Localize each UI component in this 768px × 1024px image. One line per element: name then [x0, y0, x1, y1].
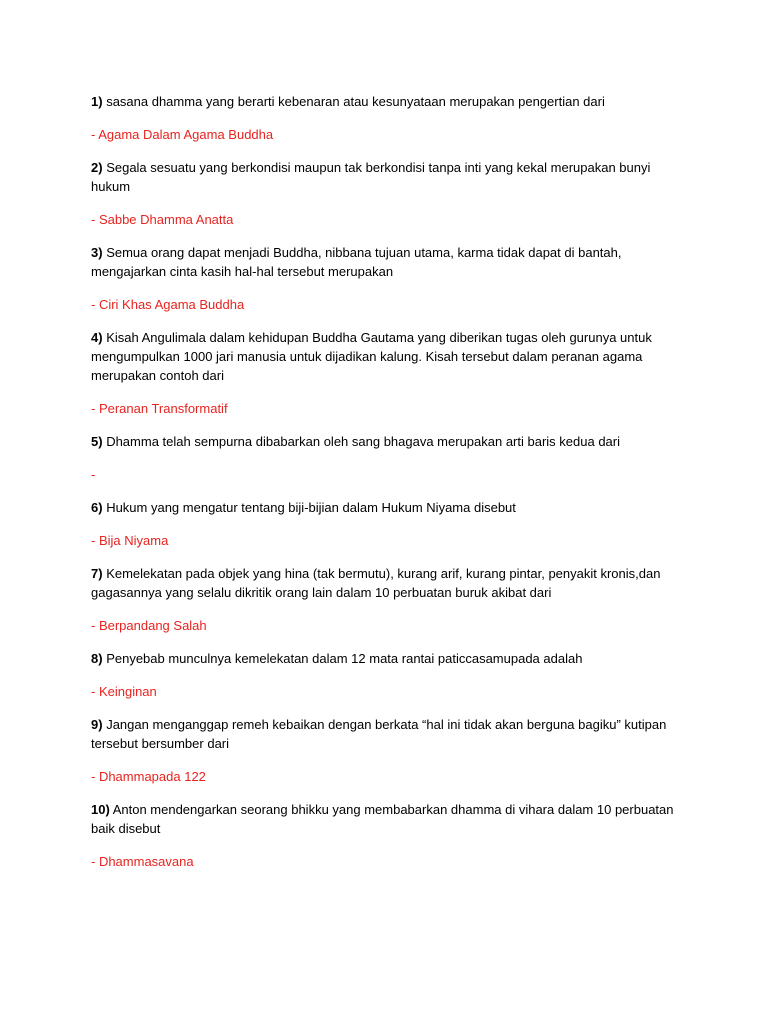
qa-item-2: [91, 158, 688, 229]
question-3: [91, 243, 688, 281]
question-1: [91, 92, 688, 111]
question-text: Anton mendengarkan seorang bhikku yang membabarkan dhamma di vihara dalam 10 perbuatan baik disebut: [91, 802, 674, 836]
question-number: 6): [91, 500, 103, 515]
question-number: 2): [91, 160, 103, 175]
question-4: [91, 328, 688, 385]
question-text: Dhamma telah sempurna dibabarkan oleh sang bhagava merupakan arti baris kedua dari: [106, 434, 620, 449]
answer-10: - Dhammasavana: [91, 854, 194, 869]
qa-item-7: [91, 564, 688, 635]
question-text: Kisah Angulimala dalam kehidupan Buddha Gautama yang diberikan tugas oleh gurunya untuk mengumpulkan 1000 jari manusia untuk dijadikan kalung. Kisah tersebut dalam peranan agama merupakan contoh dari: [91, 330, 652, 383]
answer-8: - Keinginan: [91, 684, 157, 699]
answer-6: - Bija Niyama: [91, 533, 169, 548]
question-text: Semua orang dapat menjadi Buddha, nibbana tujuan utama, karma tidak dapat di bantah, mengajarkan cinta kasih hal-hal tersebut merupakan: [91, 245, 622, 279]
question-number: 3): [91, 245, 103, 260]
question-number: 10): [91, 802, 110, 817]
qa-item-4: [91, 328, 688, 418]
answer-5: -: [91, 467, 96, 482]
question-9: [91, 715, 688, 753]
qa-item-5: [91, 432, 688, 484]
question-number: 7): [91, 566, 103, 581]
answer-9: - Dhammapada 122: [91, 769, 206, 784]
qa-item-10: [91, 800, 688, 871]
qa-item-8: [91, 649, 688, 701]
question-10: [91, 800, 688, 838]
qa-item-1: [91, 92, 688, 144]
question-5: [91, 432, 688, 451]
question-2: [91, 158, 688, 196]
question-number: 9): [91, 717, 103, 732]
question-text: Segala sesuatu yang berkondisi maupun tak berkondisi tanpa inti yang kekal merupakan bunyi hukum: [91, 160, 651, 194]
question-text: Hukum yang mengatur tentang biji-bijian dalam Hukum Niyama disebut: [106, 500, 516, 515]
question-text: sasana dhamma yang berarti kebenaran atau kesunyataan merupakan pengertian dari: [106, 94, 605, 109]
question-number: 8): [91, 651, 103, 666]
question-number: 5): [91, 434, 103, 449]
answer-3: - Ciri Khas Agama Buddha: [91, 297, 245, 312]
qa-item-3: [91, 243, 688, 314]
question-6: [91, 498, 688, 517]
question-text: Penyebab munculnya kemelekatan dalam 12 mata rantai paticcasamupada adalah: [106, 651, 583, 666]
qa-item-6: [91, 498, 688, 550]
question-8: [91, 649, 688, 668]
question-7: [91, 564, 688, 602]
question-text: Jangan menganggap remeh kebaikan dengan berkata “hal ini tidak akan berguna bagiku” kutipan tersebut bersumber dari: [91, 717, 667, 751]
answer-2: - Sabbe Dhamma Anatta: [91, 212, 234, 227]
answer-4: - Peranan Transformatif: [91, 401, 228, 416]
question-number: 1): [91, 94, 103, 109]
question-text: Kemelekatan pada objek yang hina (tak bermutu), kurang arif, kurang pintar, penyakit kronis,dan gagasannya yang selalu dikritik orang lain dalam 10 perbuatan buruk akibat dari: [91, 566, 661, 600]
answer-7: - Berpandang Salah: [91, 618, 207, 633]
qa-item-9: [91, 715, 688, 786]
answer-1: - Agama Dalam Agama Buddha: [91, 127, 274, 142]
question-number: 4): [91, 330, 103, 345]
